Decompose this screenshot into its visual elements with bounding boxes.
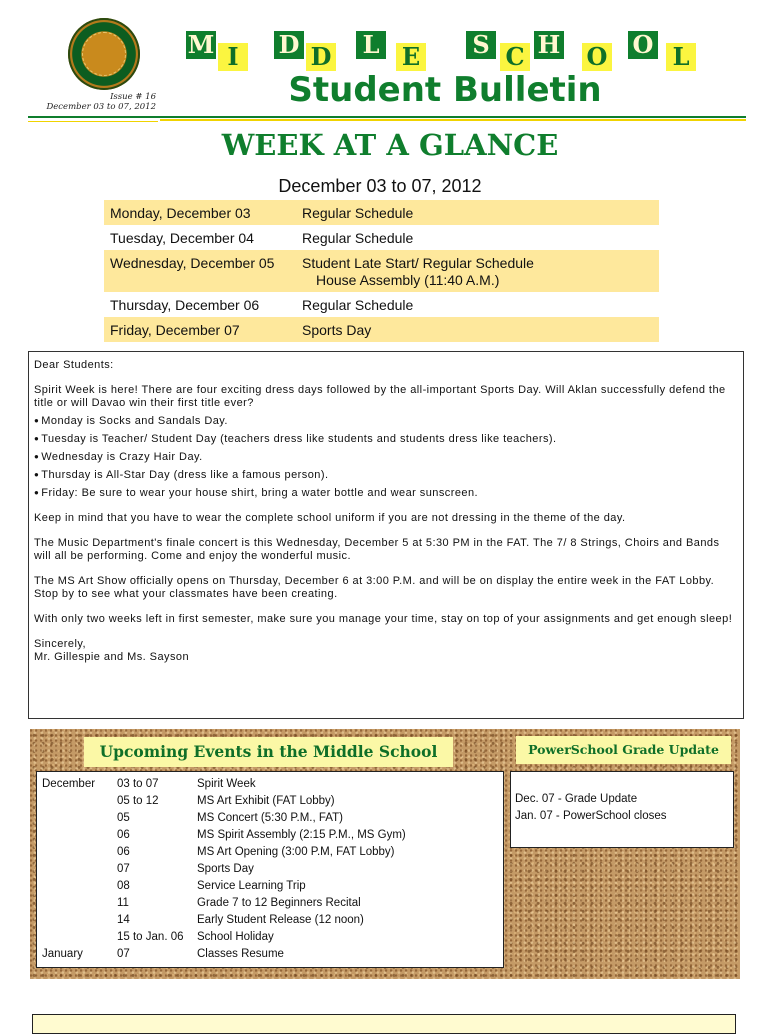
list-item: ● Friday: Be sure to wear your house shirt, bring a water bottle and wear sunscreen. <box>34 487 738 500</box>
event-month: January <box>42 948 83 960</box>
school-seal-logo <box>68 18 140 90</box>
table-row <box>37 861 503 878</box>
letter-music: The Music Department's finale concert is this Wednesday, December 5 at 5:30 PM in the FAT. The 7/ 8 Strings, Choirs and Bands will all be performing. Come and enjoy the wonderful music. <box>34 537 720 562</box>
table-row <box>37 946 503 963</box>
event-date: 15 to Jan. 06 <box>117 931 184 943</box>
schedule-row <box>104 225 659 250</box>
schedule-day: Tuesday, December 04 <box>110 230 254 246</box>
schedule-row <box>104 292 659 317</box>
header-rule-yellow-short <box>28 121 158 122</box>
letter-signature: Mr. Gillespie and Ms. Sayson <box>34 651 190 663</box>
event-month: December <box>42 778 96 790</box>
letter-uniform: Keep in mind that you have to wear the complete school uniform if you are not dressing in the theme of the day. <box>34 512 626 524</box>
schedule-day: Thursday, December 06 <box>110 297 260 313</box>
issue-number: Issue # 16 <box>110 92 156 102</box>
schedule-event: Regular Schedule <box>302 297 414 313</box>
list-item: ● Monday is Socks and Sandals Day. <box>34 415 738 428</box>
letter-closing: Sincerely, <box>34 638 86 650</box>
table-row <box>37 912 503 929</box>
event-name: MS Spirit Assembly (2:15 P.M., MS Gym) <box>197 829 406 841</box>
event-name: Early Student Release (12 noon) <box>197 914 364 926</box>
title-letter: C <box>500 43 530 71</box>
schedule-event: Sports Day <box>302 322 372 338</box>
list-item: ● Tuesday is Teacher/ Student Day (teachers dress like students and students dress like teachers). <box>34 433 738 446</box>
letter-intro: Spirit Week is here! There are four exciting dress days followed by the all-important Sports Day. Will Aklan successfully defend the title or will Davao win their first title ever? <box>34 384 726 409</box>
event-name: Grade 7 to 12 Beginners Recital <box>197 897 361 909</box>
event-date: 05 to 12 <box>117 795 159 807</box>
event-name: Sports Day <box>197 863 254 875</box>
letter-box <box>28 351 744 719</box>
schedule-event: Student Late Start/ Regular Schedule <box>302 255 534 271</box>
events-list <box>36 771 504 968</box>
schedule-row <box>104 317 659 342</box>
table-row <box>37 810 503 827</box>
title-letter: D <box>306 43 336 71</box>
table-row <box>37 878 503 895</box>
events-title: Upcoming Events in the Middle School <box>99 742 438 761</box>
schedule-event-secondary: House Assembly (11:40 A.M.) <box>316 272 500 288</box>
schedule-event: Regular Schedule <box>302 205 414 221</box>
event-name: MS Concert (5:30 P.M., FAT) <box>197 812 343 824</box>
list-item: ● Thursday is All-Star Day (dress like a famous person). <box>34 469 738 482</box>
table-row <box>37 793 503 810</box>
powerschool-title: PowerSchool Grade Update <box>528 742 719 757</box>
table-row <box>37 844 503 861</box>
table-row <box>37 776 503 793</box>
issue-info <box>44 92 156 112</box>
title-letter: O <box>628 31 658 59</box>
schedule-day: Friday, December 07 <box>110 322 240 338</box>
list-item: Dec. 07 - Grade Update <box>515 793 638 805</box>
title-letter: O <box>582 43 612 71</box>
event-date: 08 <box>117 880 130 892</box>
event-name: MS Art Exhibit (FAT Lobby) <box>197 795 335 807</box>
title-letter: H <box>534 31 564 59</box>
powerschool-list <box>510 771 734 848</box>
schedule-day: Monday, December 03 <box>110 205 251 221</box>
masthead-title <box>186 31 706 71</box>
bottom-section-box <box>32 1014 736 1034</box>
issue-dates: December 03 to 07, 2012 <box>46 102 156 112</box>
table-row <box>37 827 503 844</box>
event-name: MS Art Opening (3:00 P.M, FAT Lobby) <box>197 846 395 858</box>
event-name: Service Learning Trip <box>197 880 306 892</box>
schedule-row <box>104 200 659 225</box>
week-heading: WEEK AT A GLANCE <box>221 128 559 162</box>
title-letter: I <box>218 43 248 71</box>
letter-semester: With only two weeks left in first semester, make sure you manage your time, stay on top of your assignments and get enough sleep! <box>34 613 733 625</box>
event-name: Classes Resume <box>197 948 284 960</box>
schedule-event: Regular Schedule <box>302 230 414 246</box>
header-rule-yellow <box>160 119 746 121</box>
header-rule-green <box>28 116 746 118</box>
title-letter: L <box>356 31 386 59</box>
title-letter: S <box>466 31 496 59</box>
event-date: 14 <box>117 914 130 926</box>
schedule-day: Wednesday, December 05 <box>110 255 275 271</box>
event-date: 03 to 07 <box>117 778 159 790</box>
bulletin-subtitle: Student Bulletin <box>288 70 602 110</box>
letter-greeting: Dear Students: <box>34 359 114 371</box>
event-date: 06 <box>117 829 130 841</box>
event-name: Spirit Week <box>197 778 256 790</box>
event-date: 07 <box>117 948 130 960</box>
event-name: School Holiday <box>197 931 274 943</box>
week-dates: December 03 to 07, 2012 <box>278 176 482 196</box>
event-date: 06 <box>117 846 130 858</box>
title-letter: E <box>396 43 426 71</box>
title-letter: D <box>274 31 304 59</box>
table-row <box>37 895 503 912</box>
schedule-table <box>104 200 659 342</box>
event-date: 05 <box>117 812 130 824</box>
title-letter: L <box>666 43 696 71</box>
letter-art: The MS Art Show officially opens on Thursday, December 6 at 3:00 P.M. and will be on display the entire week in the FAT Lobby. Stop by to see what your classmates have been creating. <box>34 575 715 600</box>
table-row <box>37 929 503 946</box>
title-letter: M <box>187 30 215 59</box>
event-date: 07 <box>117 863 130 875</box>
list-item: Jan. 07 - PowerSchool closes <box>515 810 667 822</box>
list-item: ● Wednesday is Crazy Hair Day. <box>34 451 738 464</box>
schedule-row <box>104 250 659 292</box>
event-date: 11 <box>117 897 129 909</box>
dress-days-list <box>34 415 738 500</box>
